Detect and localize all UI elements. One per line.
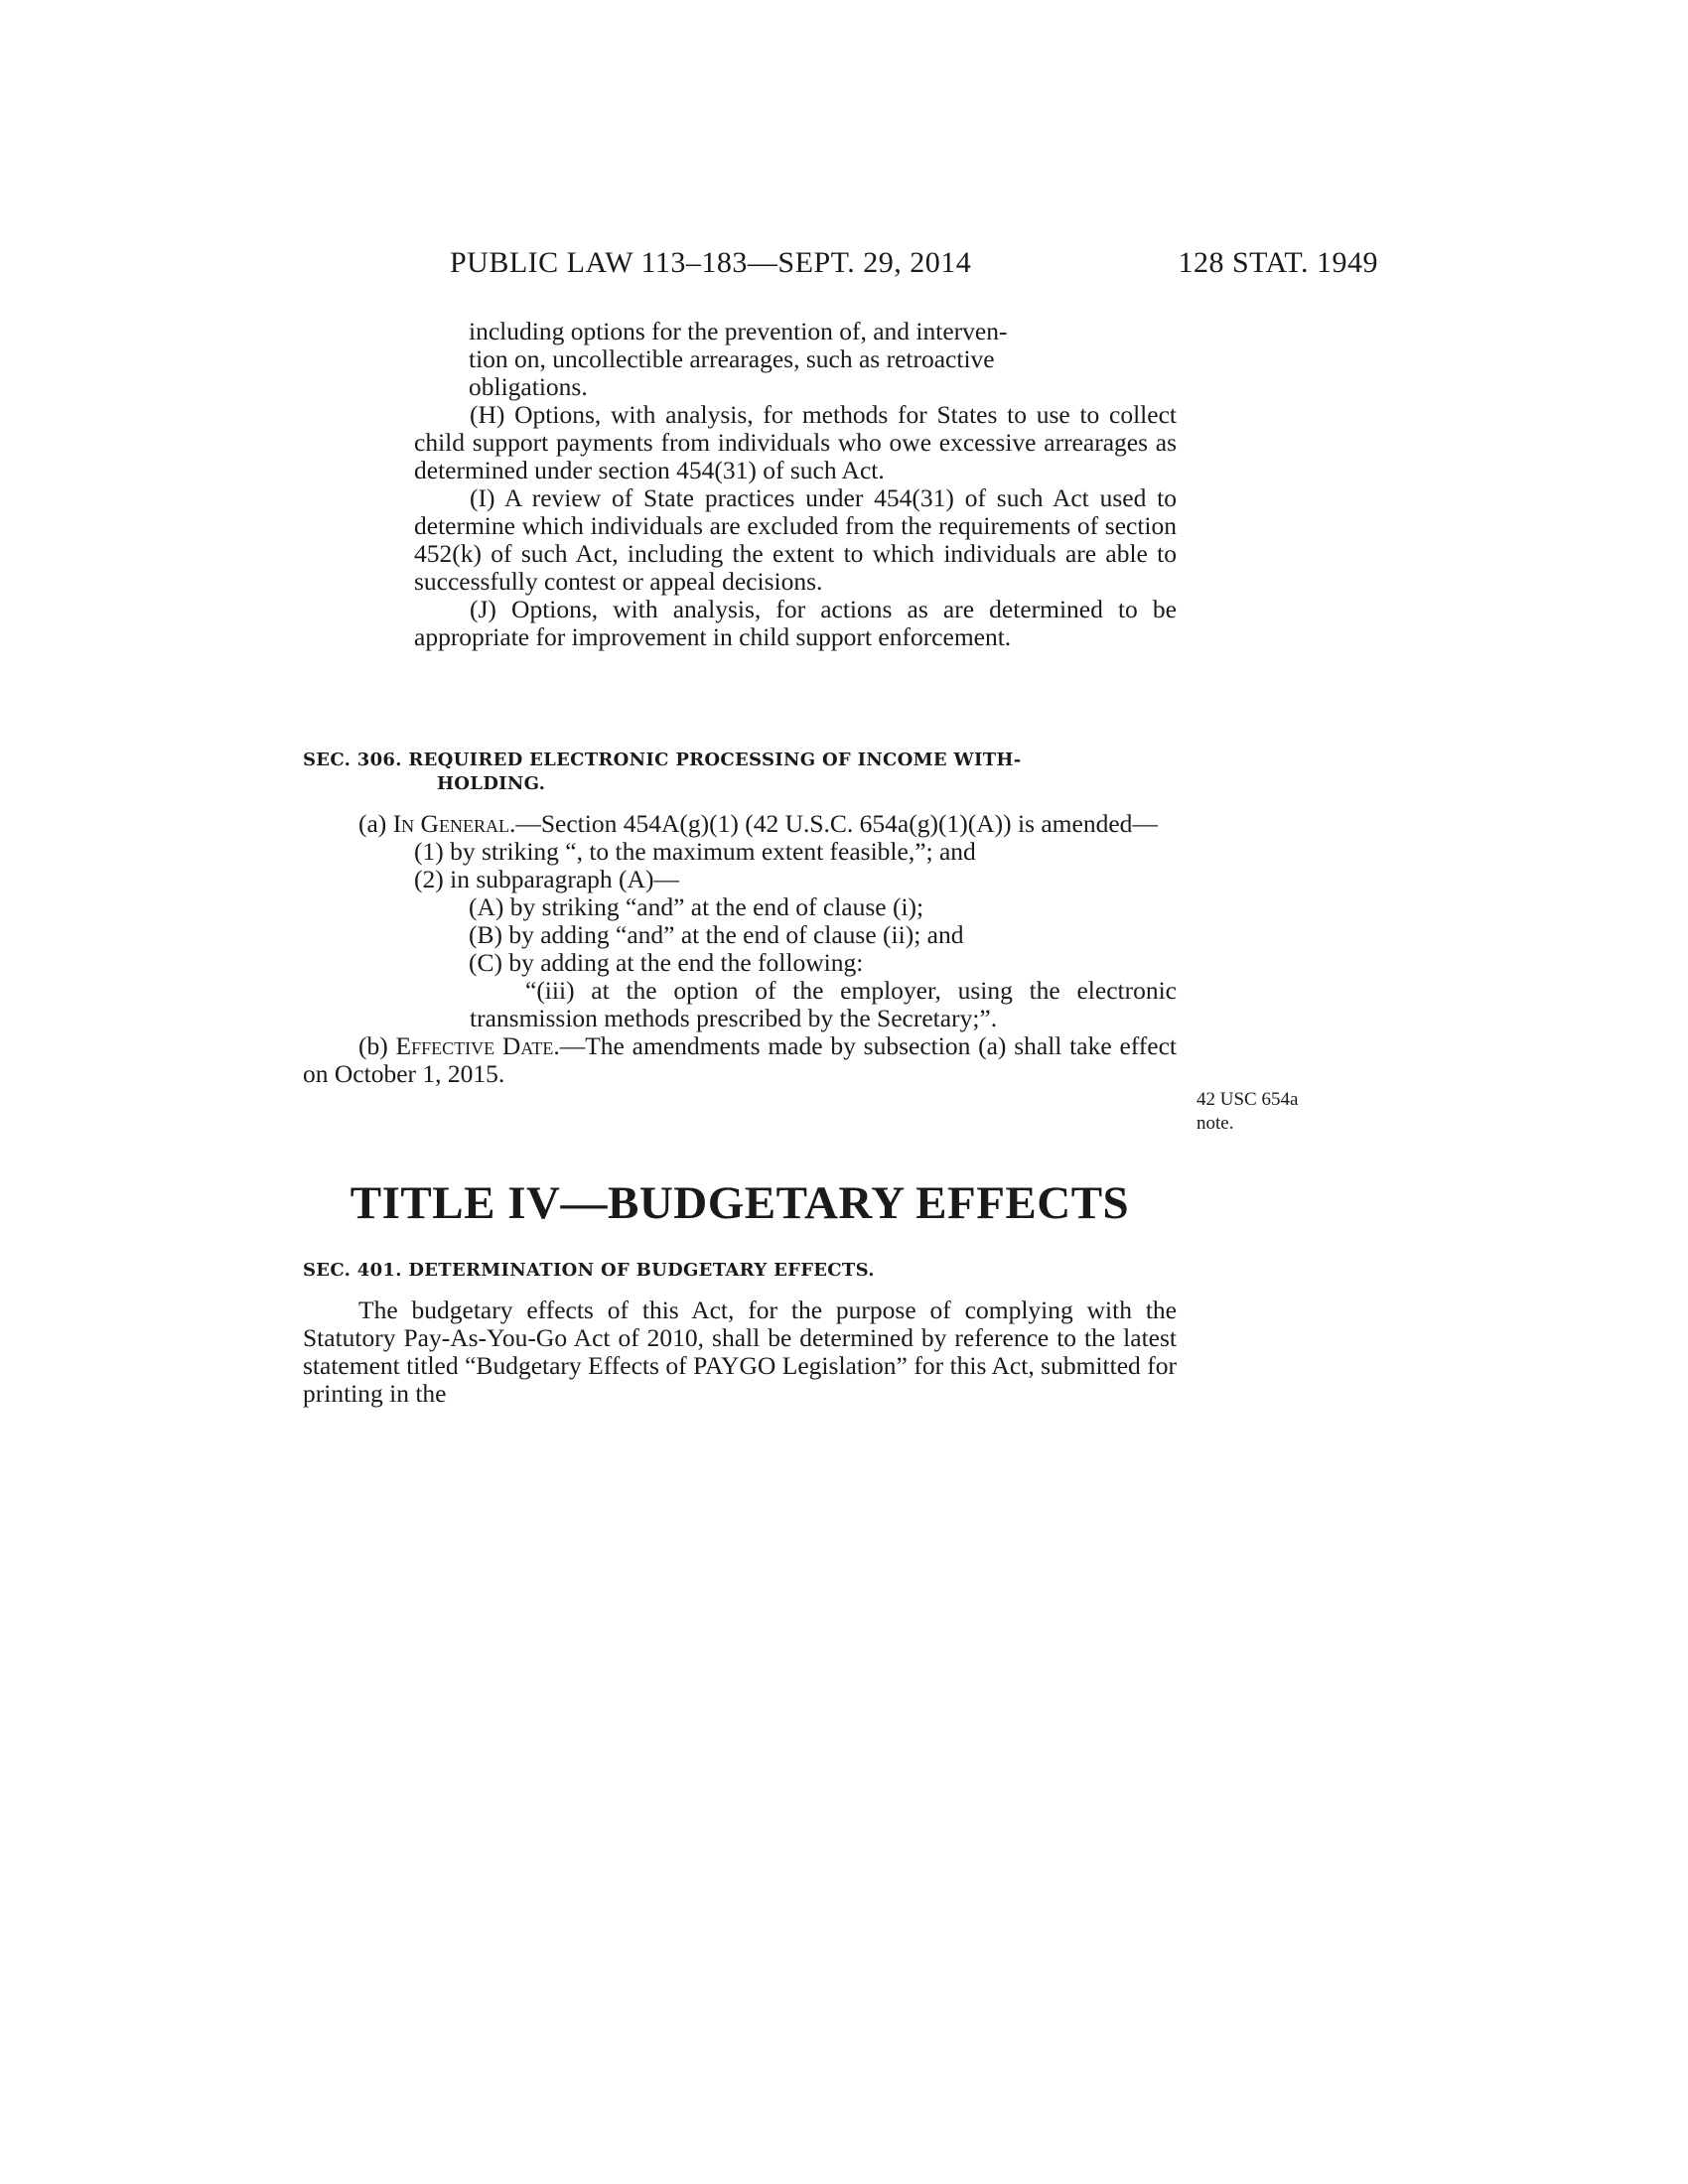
margin-note-line-2: note. <box>1196 1113 1234 1134</box>
running-head-stat-page: 128 STAT. 1949 <box>1178 246 1378 279</box>
section-306-body <box>303 810 1177 1088</box>
item-1: (1) by striking “, to the maximum extent feasible,”; and <box>414 837 976 866</box>
paragraph-i: (I) A review of State practices under 454(31) of such Act used to determine which individuals are excluded from the requirements of section 452(k) of such Act, including the extent to which individuals are able to successfully contest or appeal decisions. <box>414 483 1177 596</box>
paragraph-g-line-2: tion on, uncollectible arrearages, such as retroactive <box>469 344 995 373</box>
subsection-a-text: .—Section 454A(g)(1) (42 U.S.C. 654a(g)(1)(A)) is amended— <box>508 809 1158 838</box>
title-iv-heading: TITLE IV—BUDGETARY EFFECTS <box>350 1177 1130 1229</box>
section-306-heading <box>303 749 1177 796</box>
item-2: (2) in subparagraph (A)— <box>414 865 679 893</box>
paragraph-j: (J) Options, with analysis, for actions as are determined to be appropriate for improvement in child support enforcement. <box>414 595 1177 651</box>
section-306-heading-line-2: HOLDING. <box>437 773 546 794</box>
subsection-a-label: (a) <box>358 809 393 838</box>
section-401-body <box>303 1297 1177 1408</box>
margin-note-line-1: 42 USC 654a <box>1196 1089 1299 1110</box>
running-head-citation: PUBLIC LAW 113–183—SEPT. 29, 2014 <box>450 246 972 279</box>
subsection-b <box>303 1032 1177 1088</box>
section-306-heading-line-1: SEC. 306. REQUIRED ELECTRONIC PROCESSING OF INCOME WITH- <box>303 750 1022 770</box>
item-c: (C) by adding at the end the following: <box>469 948 864 977</box>
subsection-b-label: (b) <box>358 1031 396 1060</box>
subsection-a <box>303 810 1177 838</box>
paragraph-g-line-1: including options for the prevention of, and interven- <box>469 317 1008 345</box>
item-a: (A) by striking “and” at the end of clause (i); <box>469 892 924 921</box>
section-305-continuation <box>303 318 1177 651</box>
section-401-text: The budgetary effects of this Act, for the purpose of complying with the Statutory Pay-As-You-Go Act of 2010, shall be determined by reference to the latest statement titled “Budgetary Effects of PAYGO Legislation” for this Act, submitted for printing in the <box>303 1296 1177 1408</box>
paragraph-g-line-3: obligations. <box>469 372 588 401</box>
subsection-b-caption: Effective Date <box>395 1031 554 1060</box>
item-b: (B) by adding “and” at the end of clause (ii); and <box>469 920 964 949</box>
subsection-b-text: .—The amendments made by subsection (a) shall take effect on October 1, 2015. <box>303 1031 1178 1088</box>
paragraph-h: (H) Options, with analysis, for methods for States to use to collect child support payments from individuals who owe excessive arrearages as determined under section 454(31) of such Act. <box>414 400 1177 484</box>
margin-note <box>1196 1088 1298 1136</box>
quoted-clause-iii: “(iii) at the option of the employer, using the electronic transmission methods prescribed by the Secretary;”. <box>470 976 1177 1032</box>
subsection-a-caption: In General <box>392 809 509 838</box>
section-401-heading: SEC. 401. DETERMINATION OF BUDGETARY EFFECTS. <box>303 1260 875 1281</box>
